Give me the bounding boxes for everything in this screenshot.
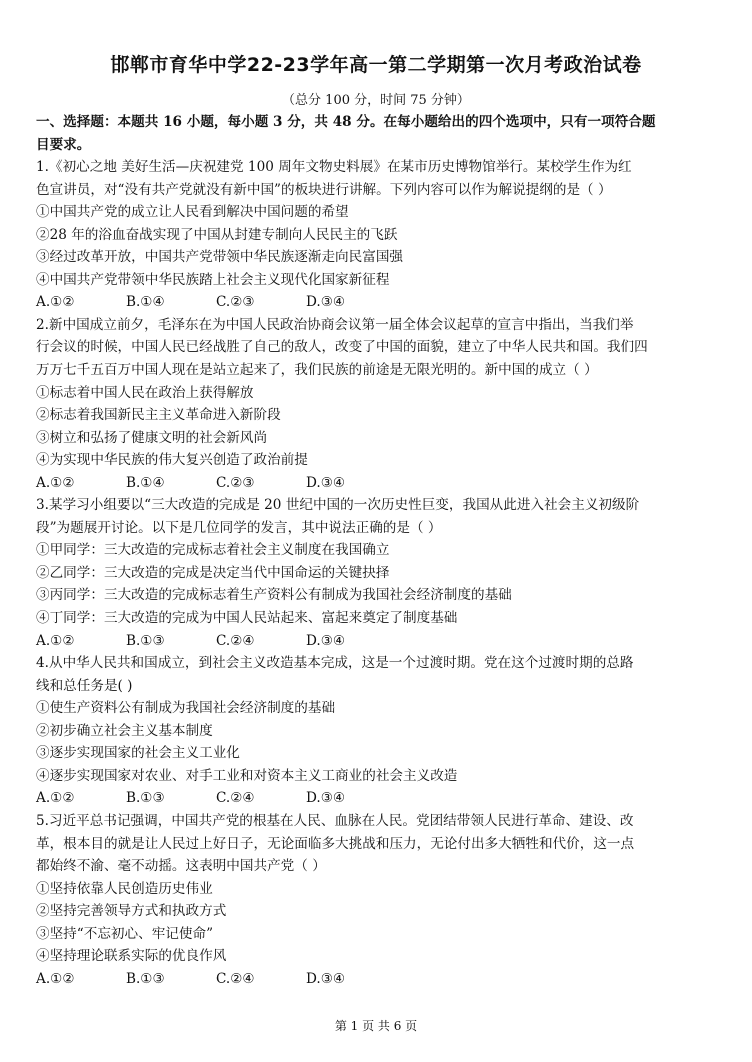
option-d: D.③④ — [306, 474, 346, 491]
option-a: A.①② — [36, 790, 75, 807]
statement-item: ③逐步实现国家的社会主义工业化 — [36, 745, 240, 762]
page-number: 第 1 页 共 6 页 — [334, 1019, 418, 1033]
statement-item: ④中国共产党带领中华民族踏上社会主义现代化国家新征程 — [36, 271, 390, 288]
option-c: C.②③ — [216, 474, 255, 491]
question-stem-line: 色宣讲员，对“没有共产党就没有新中国”的板块进行讲解。下列内容可以作为解说提纲的是（ ） — [36, 181, 612, 198]
option-d: D.③④ — [306, 970, 346, 987]
exam-body — [36, 111, 720, 990]
option-c: C.②④ — [216, 970, 255, 987]
question-stem-line: 革，根本目的就是让人民过上好日子，无论面临多大挑战和压力，无论付出多大牺牲和代价，这一点 — [36, 835, 635, 852]
statement-item: ④为实现中华民族的伟大复兴创造了政治前提 — [36, 452, 308, 469]
statement-item: ④逐步实现国家对农业、对手工业和对资本主义工商业的社会主义改造 — [36, 767, 458, 784]
answer-options — [36, 630, 720, 653]
question-2 — [36, 314, 720, 494]
question-stem-line: 1.《初心之地 美好生活—庆祝建党 100 周年文物史料展》在某市历史博物馆举行。某校学生作为红 — [36, 159, 632, 176]
question-3 — [36, 494, 720, 652]
question-1 — [36, 156, 720, 314]
statement-item: ④坚持理论联系实际的优良作风 — [36, 948, 227, 965]
statement-item: ④丁同学：三大改造的完成为中国人民站起来、富起来奠定了制度基础 — [36, 610, 458, 627]
answer-options — [36, 787, 720, 810]
option-c: C.②④ — [216, 790, 255, 807]
option-b: B.①④ — [126, 474, 165, 491]
option-b: B.①④ — [126, 294, 165, 311]
option-c: C.②③ — [216, 294, 255, 311]
question-stem-line: 段”为题展开讨论。以下是几位同学的发言，其中说法正确的是（ ） — [36, 519, 442, 536]
question-stem-line: 2.新中国成立前夕，毛泽东在为中国人民政治协商会议第一届全体会议起草的宣言中指出，当我们举 — [36, 316, 634, 333]
statement-item: ②28 年的浴血奋战实现了中国从封建专制向人民民主的飞跃 — [36, 226, 398, 243]
statement-item: ①使生产资料公有制成为我国社会经济制度的基础 — [36, 700, 336, 717]
statement-item: ③丙同学：三大改造的完成标志着生产资料公有制成为我国社会经济制度的基础 — [36, 587, 512, 604]
option-a: A.①② — [36, 970, 75, 987]
question-stem-line: 线和总任务是( ) — [36, 677, 133, 694]
statement-item: ②坚持完善领导方式和执政方式 — [36, 903, 227, 920]
question-stem-line: 都始终不渝、毫不动摇。这表明中国共产党（ ） — [36, 858, 326, 875]
statement-item: ②初步确立社会主义基本制度 — [36, 722, 213, 739]
statement-item: ③经过改革开放，中国共产党带领中华民族逐渐走向民富国强 — [36, 249, 404, 266]
section-heading-line-2: 目要求。 — [36, 136, 91, 153]
statement-item: ③树立和弘扬了健康文明的社会新风尚 — [36, 429, 268, 446]
statement-item: ①标志着中国人民在政治上获得解放 — [36, 384, 254, 401]
answer-options — [36, 291, 720, 314]
answer-options — [36, 472, 720, 495]
option-b: B.①③ — [126, 970, 165, 987]
option-a: A.①② — [36, 632, 75, 649]
statement-item: ①甲同学：三大改造的完成标志着社会主义制度在我国确立 — [36, 542, 390, 559]
exam-subtitle: （总分 100 分，时间 75 分钟） — [282, 93, 470, 108]
option-d: D.③④ — [306, 790, 346, 807]
option-b: B.①③ — [126, 790, 165, 807]
question-stem-line: 4.从中华人民共和国成立，到社会主义改造基本完成，这是一个过渡时期。党在这个过渡时期的总路 — [36, 655, 634, 672]
option-a: A.①② — [36, 474, 75, 491]
section-heading-line-1: 一、选择题：本题共 16 小题，每小题 3 分，共 48 分。在每小题给出的四个选项中，只有一项符合题 — [36, 114, 656, 130]
option-c: C.②④ — [216, 632, 255, 649]
question-stem-line: 3.某学习小组要以“三大改造的完成是 20 世纪中国的一次历史性巨变，我国从此进入社会主义初级阶 — [36, 497, 640, 514]
question-stem-line: 行会议的时候，中国人民已经战胜了自己的敌人，改变了中国的面貌，建立了中华人民共和国。我们四 — [36, 339, 648, 356]
answer-options — [36, 968, 720, 991]
option-a: A.①② — [36, 294, 75, 311]
question-stem-line: 万万七千五百万中国人现在是站立起来了，我们民族的前途是无限光明的。新中国的成立（ ） — [36, 362, 598, 379]
statement-item: ②乙同学：三大改造的完成是决定当代中国命运的关键抉择 — [36, 564, 390, 581]
question-4 — [36, 652, 720, 810]
statement-item: ③坚持“不忘初心、牢记使命” — [36, 925, 214, 942]
statement-item: ①坚持依靠人民创造历史伟业 — [36, 880, 213, 897]
option-d: D.③④ — [306, 632, 346, 649]
option-d: D.③④ — [306, 294, 346, 311]
question-stem-line: 5.习近平总书记强调，中国共产党的根基在人民、血脉在人民。党团结带领人民进行革命、建设、改 — [36, 812, 634, 829]
question-5 — [36, 810, 720, 990]
statement-item: ②标志着我国新民主主义革命进入新阶段 — [36, 407, 281, 424]
exam-title: 邯郸市育华中学22-23学年高一第二学期第一次月考政治试卷 — [110, 54, 642, 76]
statement-item: ①中国共产党的成立让人民看到解决中国问题的希望 — [36, 204, 349, 221]
option-b: B.①③ — [126, 632, 165, 649]
